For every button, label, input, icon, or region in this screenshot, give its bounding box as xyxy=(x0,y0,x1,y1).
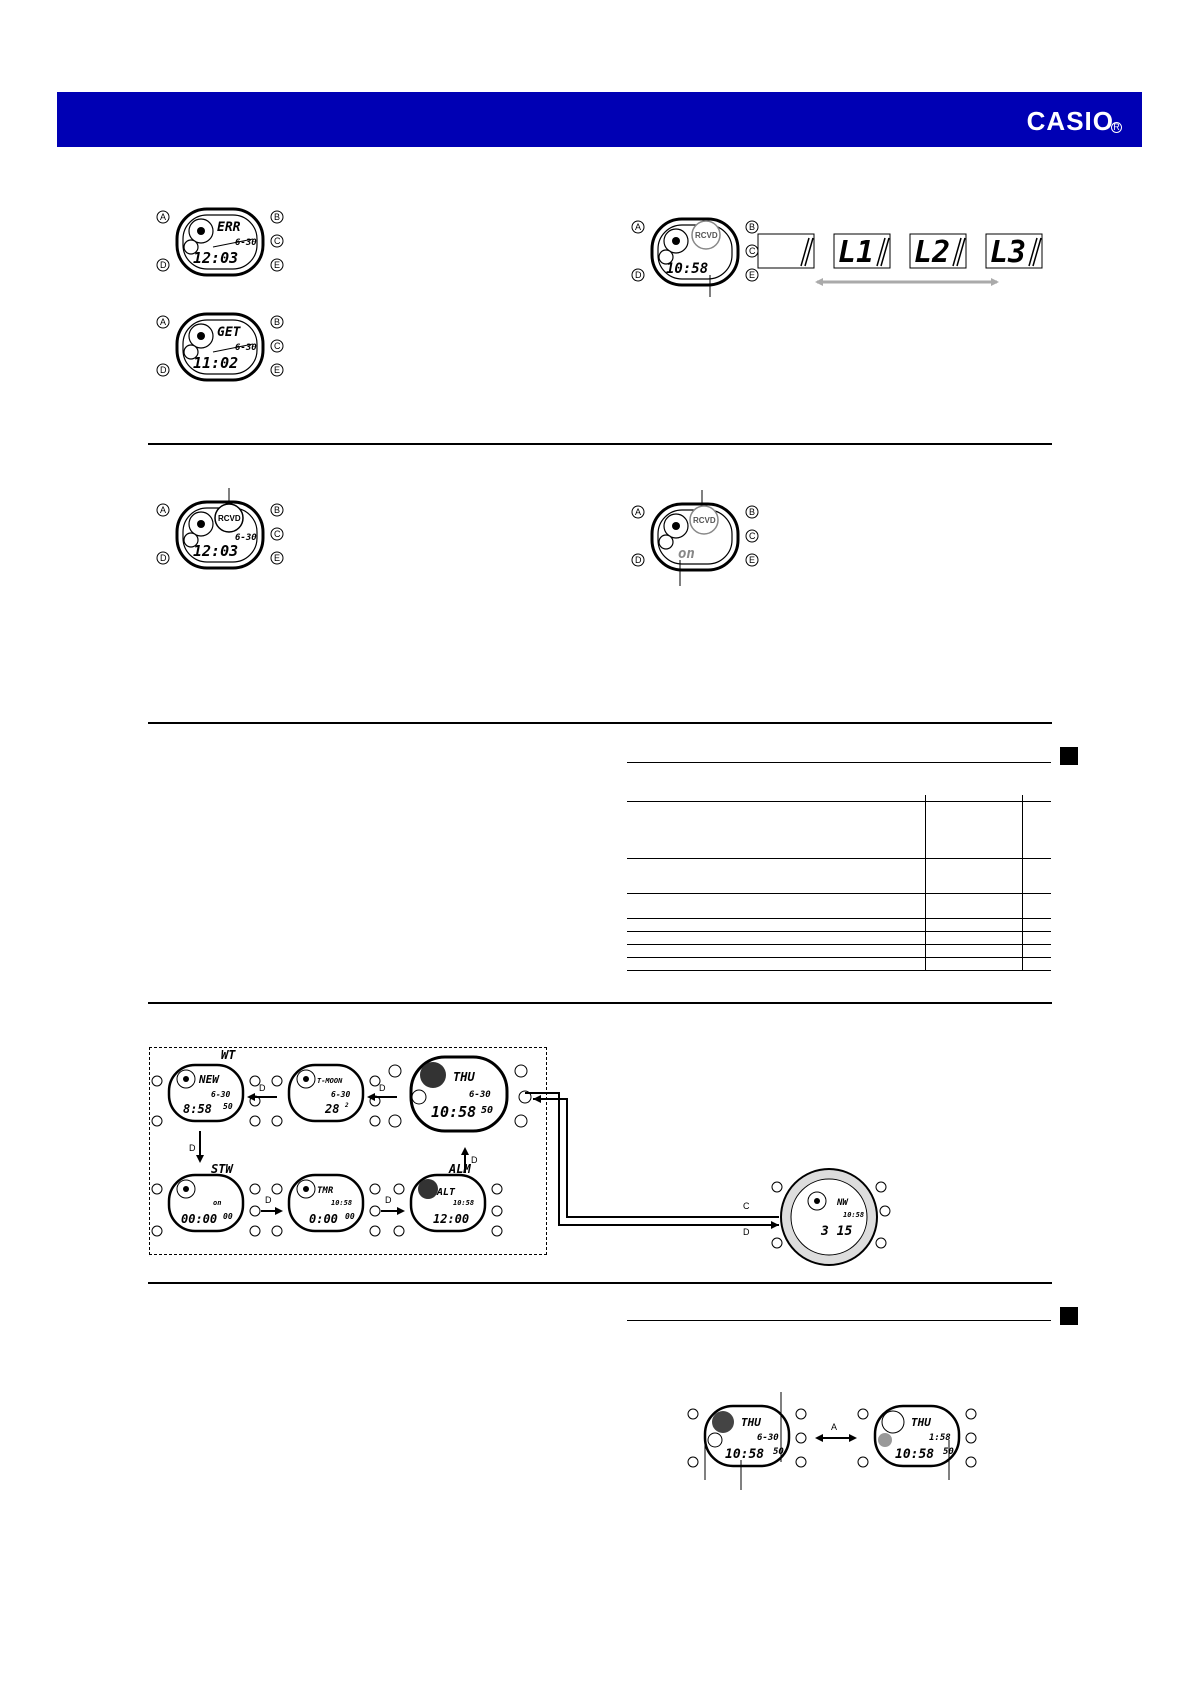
svg-text:C: C xyxy=(274,341,281,351)
svg-text:D: D xyxy=(259,1083,266,1093)
svg-text:D: D xyxy=(189,1143,196,1153)
svg-text:B: B xyxy=(274,212,281,222)
svg-text:10:58: 10:58 xyxy=(843,1211,865,1219)
svg-text:10:58: 10:58 xyxy=(431,1103,477,1121)
svg-text:A: A xyxy=(160,505,167,515)
svg-text:ALT: ALT xyxy=(437,1187,456,1198)
svg-text:10:58: 10:58 xyxy=(725,1447,765,1462)
svg-text:A: A xyxy=(160,212,167,222)
svg-text:on: on xyxy=(678,546,695,562)
svg-text:2: 2 xyxy=(345,1102,349,1109)
svg-text:D: D xyxy=(160,365,167,375)
svg-text:12:03: 12:03 xyxy=(193,542,239,560)
svg-text:TMR: TMR xyxy=(317,1186,334,1196)
watch-world-time xyxy=(152,1048,260,1126)
svg-text:on: on xyxy=(213,1199,222,1207)
svg-text:E: E xyxy=(274,260,281,270)
level-2: L2 xyxy=(914,235,951,270)
svg-text:D: D xyxy=(385,1195,392,1205)
level-3: L3 xyxy=(990,235,1027,270)
watch-alarm xyxy=(394,1162,502,1236)
svg-text:A: A xyxy=(160,317,167,327)
section-divider-4 xyxy=(148,1282,1052,1284)
svg-text:D: D xyxy=(160,553,167,563)
watch-illustration-rcvd-on xyxy=(630,490,760,590)
svg-text:8:58: 8:58 xyxy=(183,1102,212,1116)
svg-text:E: E xyxy=(274,365,281,375)
svg-text:B: B xyxy=(274,505,281,515)
watch-timekeeping xyxy=(389,1057,531,1131)
svg-text:50: 50 xyxy=(943,1447,954,1457)
watch-dual-right xyxy=(858,1406,976,1480)
svg-text:RCVD: RCVD xyxy=(218,514,241,523)
svg-text:00: 00 xyxy=(345,1212,355,1221)
registered-mark: R xyxy=(1111,122,1122,133)
svg-text:D: D xyxy=(743,1227,750,1237)
lcd-time: 12:03 xyxy=(193,249,239,267)
svg-text:3 15: 3 15 xyxy=(821,1224,853,1239)
svg-text:10:58: 10:58 xyxy=(895,1447,935,1462)
dual-time-toggle-diagram xyxy=(685,1392,985,1492)
lcd-date: 6-30 xyxy=(235,238,257,248)
svg-text:00: 00 xyxy=(223,1212,233,1221)
lcd-top: ERR xyxy=(217,220,241,235)
svg-text:11:02: 11:02 xyxy=(193,354,239,372)
svg-text:C: C xyxy=(749,246,756,256)
section-marker xyxy=(1060,747,1078,765)
svg-text:A: A xyxy=(635,222,642,232)
svg-text:E: E xyxy=(749,555,756,565)
svg-text:D: D xyxy=(635,555,642,565)
svg-text:THU: THU xyxy=(911,1416,931,1429)
section-divider-2 xyxy=(148,722,1052,724)
svg-text:00:00: 00:00 xyxy=(181,1212,218,1226)
svg-text:T-MOON: T-MOON xyxy=(317,1077,343,1085)
watch-illustration-get xyxy=(155,310,285,385)
brand-header-bar xyxy=(57,92,1142,147)
watch-dual-left xyxy=(688,1392,806,1490)
svg-text:STW: STW xyxy=(211,1162,233,1176)
svg-text:D: D xyxy=(379,1083,386,1093)
svg-text:50: 50 xyxy=(223,1102,233,1111)
watch-illustration-rcvd xyxy=(155,488,285,573)
svg-text:12:00: 12:00 xyxy=(433,1212,470,1226)
svg-text:28: 28 xyxy=(325,1102,340,1116)
svg-text:50: 50 xyxy=(773,1447,784,1457)
level-1: L1 xyxy=(838,235,875,270)
watch-timer xyxy=(272,1175,380,1236)
svg-text:E: E xyxy=(749,270,756,280)
signal-level-sequence xyxy=(757,230,1052,292)
section-divider-3 xyxy=(148,1002,1052,1004)
svg-text:B: B xyxy=(749,507,756,517)
svg-text:NW: NW xyxy=(837,1198,848,1208)
svg-text:ALM: ALM xyxy=(449,1162,471,1176)
watch-tide-moon xyxy=(272,1065,380,1126)
svg-text:6-30: 6-30 xyxy=(757,1433,779,1443)
watch-stopwatch xyxy=(152,1162,260,1236)
svg-text:C: C xyxy=(743,1201,750,1211)
svg-text:10:58: 10:58 xyxy=(453,1199,475,1207)
svg-text:C: C xyxy=(274,529,281,539)
mode-flow-diagram xyxy=(149,1047,1129,1272)
svg-text:6-30: 6-30 xyxy=(211,1090,231,1099)
svg-text:C: C xyxy=(749,531,756,541)
svg-text:6-30: 6-30 xyxy=(331,1090,351,1099)
svg-text:WT: WT xyxy=(221,1048,236,1062)
table-top-rule xyxy=(627,762,1051,763)
casio-logo: CASIO xyxy=(1026,106,1114,136)
svg-text:6-30: 6-30 xyxy=(235,533,257,543)
svg-text:THU: THU xyxy=(741,1416,761,1429)
svg-text:D: D xyxy=(265,1195,272,1205)
svg-text:10:58: 10:58 xyxy=(331,1199,353,1207)
svg-text:A: A xyxy=(831,1422,838,1432)
svg-text:6-30: 6-30 xyxy=(235,343,257,353)
svg-text:B: B xyxy=(749,222,756,232)
svg-text:GET: GET xyxy=(217,325,241,340)
section-marker-2 xyxy=(1060,1307,1078,1325)
subsection-rule xyxy=(627,1320,1051,1321)
rcvd-badge: RCVD xyxy=(695,231,718,240)
section-divider-1 xyxy=(148,443,1052,445)
watch-moon-data xyxy=(772,1169,890,1265)
svg-text:1:58: 1:58 xyxy=(929,1433,951,1443)
svg-text:10:58: 10:58 xyxy=(666,261,709,277)
svg-text:D: D xyxy=(160,260,167,270)
svg-text:C: C xyxy=(274,236,281,246)
svg-text:RCVD: RCVD xyxy=(693,516,716,525)
svg-text:E: E xyxy=(274,553,281,563)
svg-text:50: 50 xyxy=(481,1105,494,1116)
watch-illustration-rcvd-level xyxy=(630,215,760,300)
svg-text:THU: THU xyxy=(453,1070,475,1084)
svg-text:D: D xyxy=(471,1155,478,1165)
spec-table xyxy=(627,795,1051,971)
watch-illustration-err xyxy=(155,205,285,280)
svg-text:A: A xyxy=(635,507,642,517)
svg-text:6-30: 6-30 xyxy=(469,1090,491,1100)
svg-text:B: B xyxy=(274,317,281,327)
svg-text:D: D xyxy=(635,270,642,280)
svg-text:NEW: NEW xyxy=(199,1073,219,1086)
svg-text:0:00: 0:00 xyxy=(309,1212,338,1226)
